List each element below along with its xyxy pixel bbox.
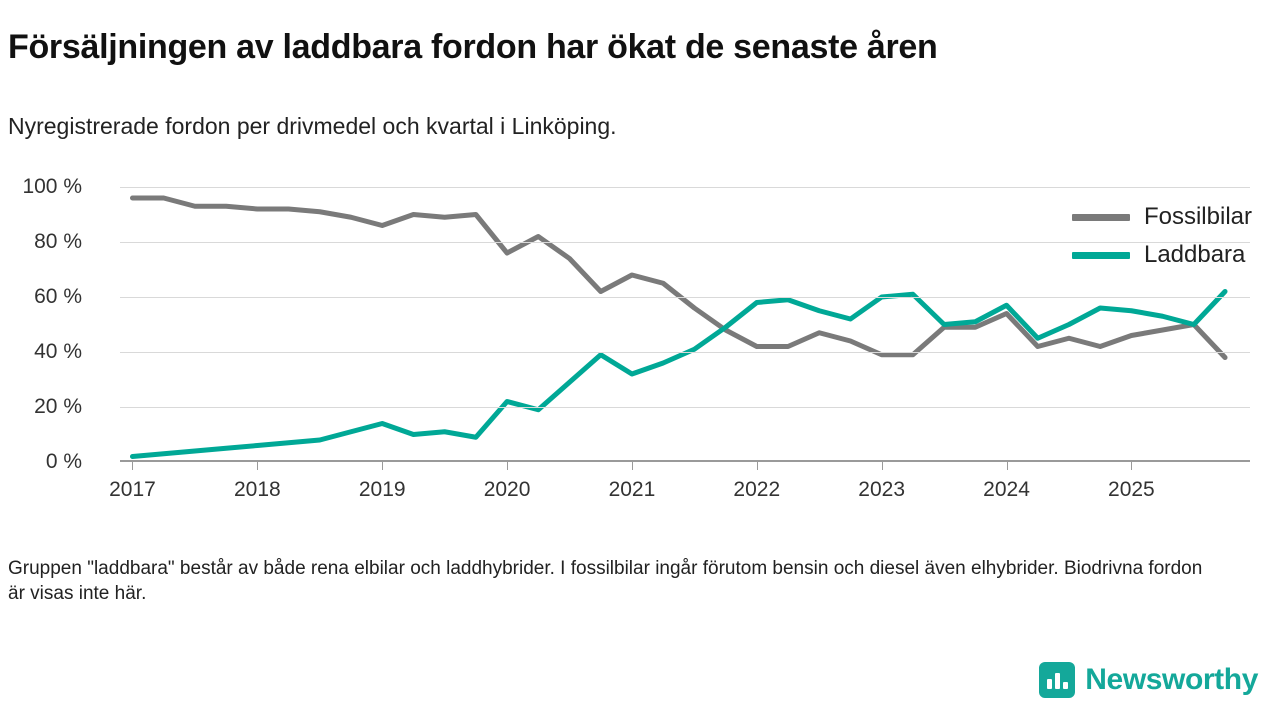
x-axis-tick [757, 462, 758, 470]
x-axis-tick-label: 2017 [109, 478, 156, 501]
legend-swatch-fossilbilar [1072, 214, 1130, 221]
chart-footnote: Gruppen "laddbara" består av både rena elbilar och laddhybrider. I fossilbilar ingår förutom bensin och diesel även elhybrider. Biodrivna fordon är visas inte här. [8, 558, 1203, 605]
x-axis-tick-label: 2024 [983, 478, 1030, 501]
legend-label-laddbara: Laddbara [1143, 241, 1246, 268]
gridline [120, 297, 1250, 298]
x-axis-tick [882, 462, 883, 470]
y-axis-tick-label: 100 % [22, 175, 82, 198]
x-axis-tick-label: 2023 [858, 478, 906, 501]
x-axis-tick [632, 462, 633, 470]
bar-chart-icon [1039, 662, 1075, 698]
chart-legend [1072, 203, 1252, 269]
y-axis-tick-label: 20 % [34, 395, 82, 418]
y-axis-tick-label: 80 % [34, 230, 82, 253]
x-axis-tick-label: 2021 [608, 478, 656, 501]
y-axis-tick-label: 40 % [34, 340, 82, 363]
x-axis-tick [1131, 462, 1132, 470]
y-axis-tick-label: 0 % [45, 450, 82, 473]
legend-label-fossilbilar: Fossilbilar [1143, 203, 1252, 230]
legend-item-laddbara [1072, 241, 1252, 269]
brand-logo [1039, 662, 1258, 698]
page-subtitle: Nyregistrerade fordon per drivmedel och kvartal i Linköping. [8, 113, 617, 139]
brand-name: Newsworthy [1085, 663, 1258, 696]
x-axis-tick [507, 462, 508, 470]
x-axis-tick [382, 462, 383, 470]
chart-container [0, 165, 1280, 510]
x-axis-tick-label: 2022 [733, 478, 781, 501]
line-fossilbilar [132, 198, 1225, 358]
legend-item-fossilbilar [1072, 203, 1252, 231]
gridline [120, 352, 1250, 353]
x-axis-tick [257, 462, 258, 470]
legend-swatch-laddbara [1072, 252, 1130, 259]
gridline [120, 407, 1250, 408]
line-laddbara [132, 292, 1225, 457]
y-axis-tick-label: 60 % [34, 285, 82, 308]
x-axis-tick-label: 2019 [358, 478, 406, 501]
x-axis-tick [1007, 462, 1008, 470]
x-axis-tick-label: 2025 [1108, 478, 1155, 501]
x-axis-tick-label: 2018 [233, 478, 281, 501]
x-axis-tick [132, 462, 133, 470]
page-title: Försäljningen av laddbara fordon har ökat de senaste åren [8, 28, 938, 66]
x-axis-tick-label: 2020 [483, 478, 531, 501]
gridline [120, 187, 1250, 188]
